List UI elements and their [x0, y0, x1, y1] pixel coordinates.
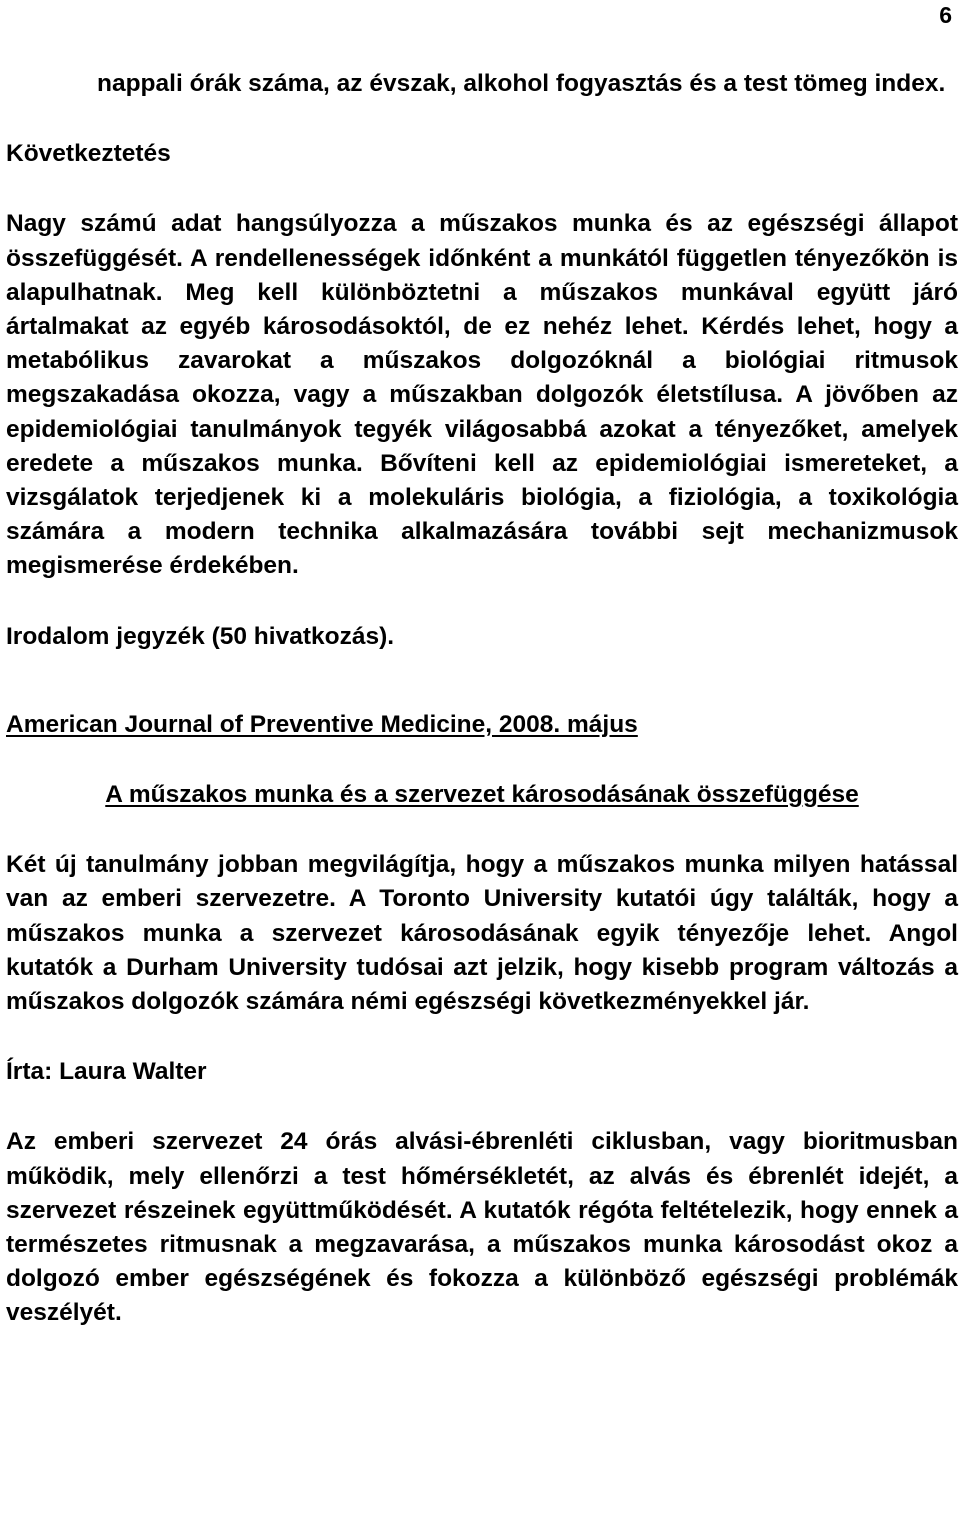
article-source: American Journal of Preventive Medicine, 2008. május	[6, 710, 638, 738]
conclusion-paragraph: Nagy számú adat hangsúlyozza a műszakos munka és az egészségi állapot összefüggését. A rendellenességek időnként a munkától független tényezőkön is alapulhatnak. Meg kell különböztetni a műszakos munkával együtt járó ártalmakat az egyéb károsodásoktól, de ez nehéz lehet. Kérdés lehet, hogy a metabólikus zavarokat a műszakos dolgozóknál a biológiai ritmusok megszakadása okozza, vagy a műszakban dolgozók életstílusa. A jövőben az epidemiológiai tanulmányok tegyék világosabbá azokat a tényezőket, amelyek eredete a műszakos munka. Bővíteni kell az epidemiológiai ismereteket, a vizsgálatok terjedjenek ki a molekuláris biológia, a fiziológia, a toxikológia számára a modern technika alkalmazására további sejt mechanizmusok megismerése érdekében.	[6, 210, 958, 580]
continuation-paragraph: nappali órák száma, az évszak, alkohol fogyasztás és a test tömeg index.	[97, 70, 946, 97]
conclusion-heading: Következtetés	[6, 140, 171, 168]
article-intro: Két új tanulmány jobban megvilágítja, hogy a műszakos munka milyen hatással van az emberi szervezetre. A Toronto University kutatói úgy találták, hogy a műszakos munka a szervezet károsodásának egyik tényezője lehet. Angol kutatók a Durham University tudósai azt jelzik, hogy kisebb program változás a műszakos dolgozók számára némi egészségi következményekkel jár.	[6, 851, 958, 1016]
article-source-line	[6, 708, 958, 742]
article-title: A műszakos munka és a szervezet károsodásának összefüggése	[105, 781, 859, 809]
article-title-line	[6, 778, 958, 812]
document-body	[6, 67, 958, 1331]
page-number: 6	[939, 2, 952, 28]
article-body: Az emberi szervezet 24 órás alvási-ébrenléti ciklusban, vagy bioritmusban működik, mely ellenőrzi a test hőmérsékletét, az alvás és ébrenlét idejét, a szervezet részeinek együttműködését. A kutatók régóta feltételezik, hogy ennek a természetes ritmusnak a megzavarása, a műszakos munka károsodást okoz a dolgozó ember egészségének és fokozza a különböző egészségi problémák veszélyét.	[6, 1128, 958, 1327]
references-note: Irodalom jegyzék (50 hivatkozás).	[6, 622, 395, 650]
article-author: Írta: Laura Walter	[6, 1058, 207, 1086]
